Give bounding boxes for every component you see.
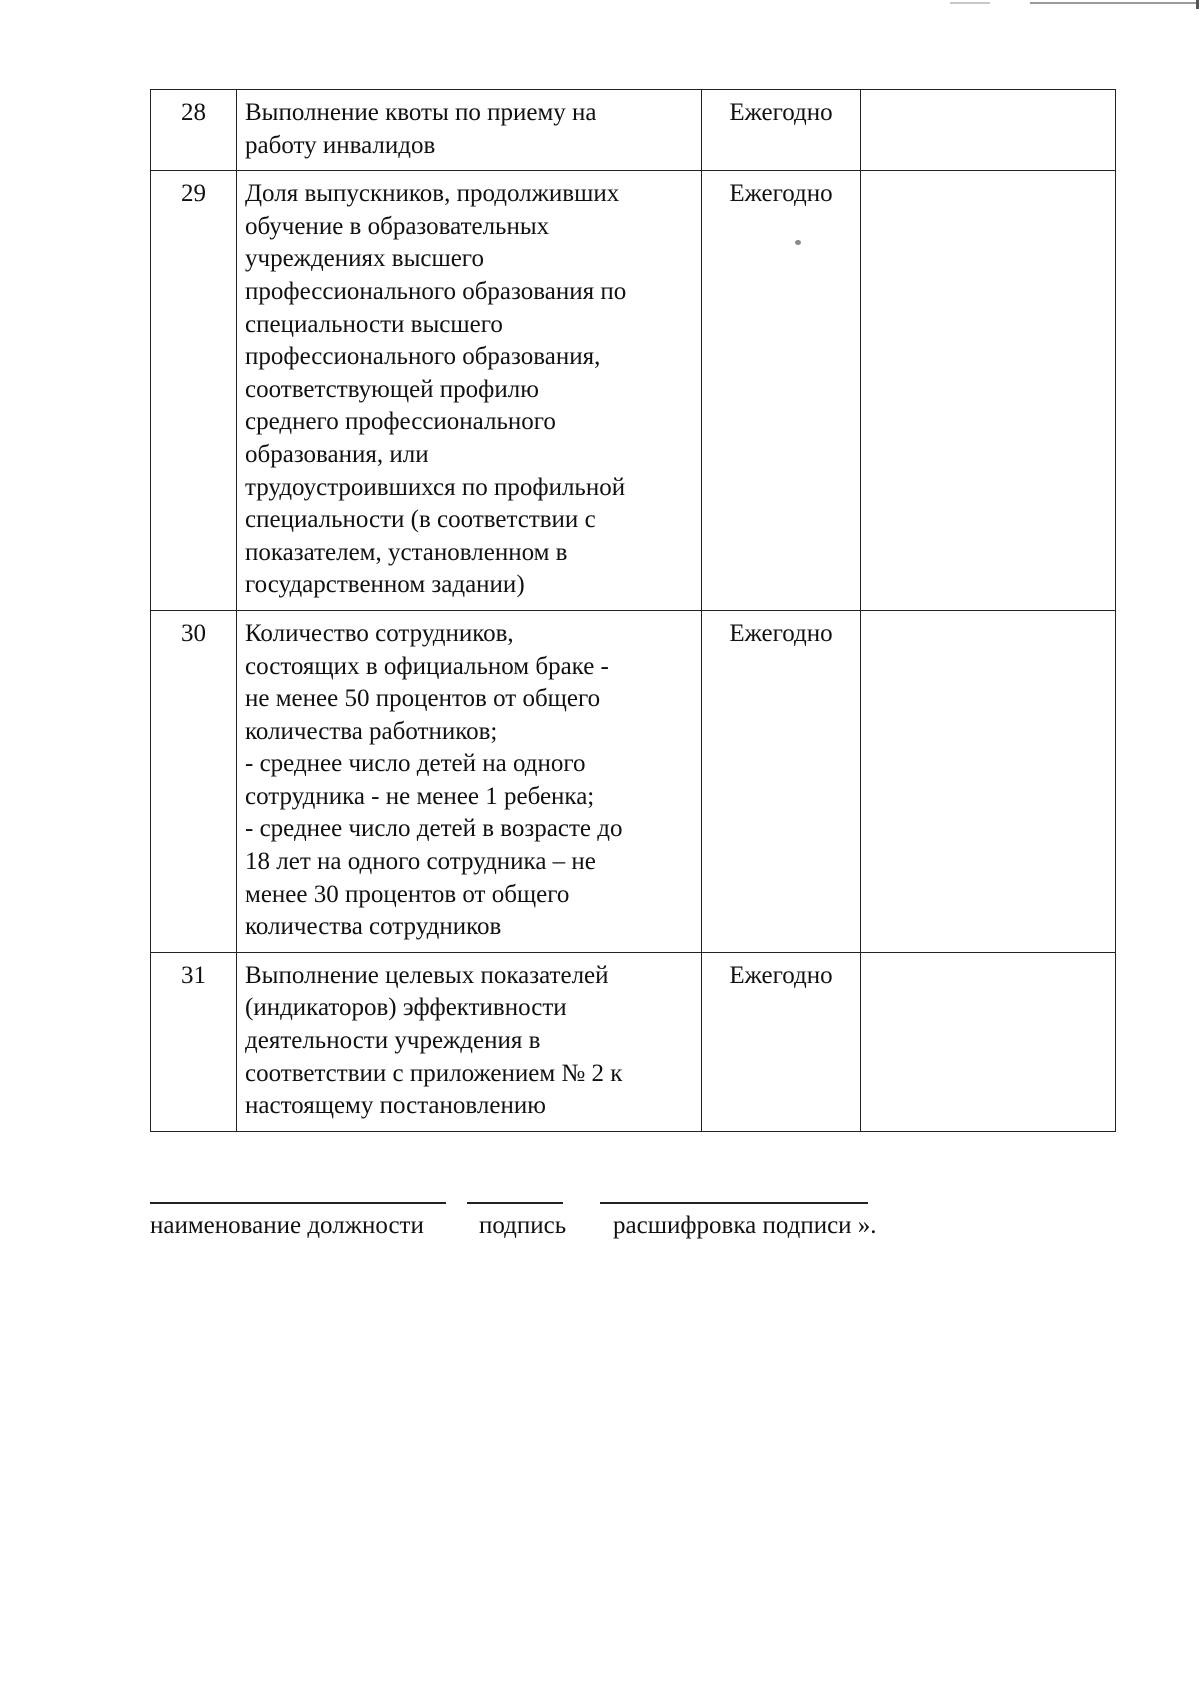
indicator-line: (индикаторов) эффективности: [245, 994, 567, 1022]
period-cell: Ежегодно: [702, 171, 861, 611]
indicator-line: деятельности учреждения в: [245, 1027, 541, 1055]
empty-cell: [861, 90, 1116, 171]
table-row: [151, 952, 1116, 1131]
row-number: 31: [151, 952, 237, 1131]
indicator-line: Выполнение квоты по приему на: [245, 99, 597, 126]
table-row: [151, 610, 1116, 952]
indicator-line: работу инвалидов: [245, 131, 436, 159]
row-number: 28: [151, 90, 237, 171]
indicator-line: обучение в образовательных: [245, 212, 550, 240]
period-cell: Ежегодно: [702, 610, 861, 952]
indicator-line: профессионального образования,: [245, 343, 601, 371]
empty-cell: [861, 952, 1116, 1131]
indicator-line: специальности (в соответствии с: [245, 506, 596, 534]
position-label: наименование должности: [150, 1212, 424, 1239]
table-row: [151, 171, 1116, 611]
indicator-line: 18 лет на одного сотрудника – не: [245, 848, 596, 876]
indicator-line: количества работников;: [245, 717, 498, 745]
indicator-line: соответствующей профилю: [245, 375, 539, 403]
scan-artifact: [1196, 0, 1199, 9]
indicator-text: [237, 171, 702, 611]
position-underline: [150, 1202, 446, 1204]
indicator-line: профессионального образования по: [245, 277, 627, 305]
indicator-line: сотрудника - не менее 1 ребенка;: [245, 782, 595, 810]
row-number: 30: [151, 610, 237, 952]
indicator-line: образования, или: [245, 440, 429, 468]
indicator-line: настоящему постановлению: [245, 1092, 546, 1120]
scan-artifact: [1030, 2, 1198, 4]
decoding-underline: [600, 1202, 868, 1204]
row-number: 29: [151, 171, 237, 611]
indicator-line: - среднее число детей на одного: [245, 750, 586, 778]
indicator-line: Выполнение целевых показателей: [245, 961, 609, 989]
indicator-text: [237, 952, 702, 1131]
signature-label: подпись: [479, 1212, 567, 1239]
indicator-line: - среднее число детей в возрасте до: [245, 815, 623, 843]
decoding-label: расшифровка подписи ».: [613, 1212, 877, 1239]
indicator-line: состоящих в официальном браке -: [245, 652, 609, 680]
indicator-line: менее 30 процентов от общего: [245, 880, 570, 908]
empty-cell: [861, 610, 1116, 952]
indicator-text: [237, 90, 702, 171]
indicator-line: государственном задании): [245, 571, 525, 599]
table-row: [151, 90, 1116, 171]
signature-block: [150, 1190, 950, 1250]
empty-cell: [861, 171, 1116, 611]
signature-underline: [467, 1202, 563, 1204]
scan-speck: [795, 240, 801, 245]
indicators-table: [150, 89, 1116, 1132]
period-cell: Ежегодно: [702, 90, 861, 171]
indicator-text: [237, 610, 702, 952]
indicator-line: специальности высшего: [245, 310, 503, 338]
period-cell: Ежегодно: [702, 952, 861, 1131]
indicator-line: показателем, установленном в: [245, 538, 568, 566]
indicator-line: не менее 50 процентов от общего: [245, 685, 601, 713]
indicator-line: Доля выпускников, продолживших: [245, 180, 620, 208]
indicator-line: соответствии с приложением № 2 к: [245, 1059, 623, 1087]
indicator-line: учреждениях высшего: [245, 245, 484, 273]
indicator-line: трудоустроившихся по профильной: [245, 473, 626, 501]
indicator-line: среднего профессионального: [245, 408, 556, 436]
indicator-line: количества сотрудников: [245, 913, 502, 941]
indicators-table-body: [151, 90, 1116, 1132]
scan-artifact: [950, 2, 990, 4]
indicator-line: Количество сотрудников,: [245, 619, 514, 647]
